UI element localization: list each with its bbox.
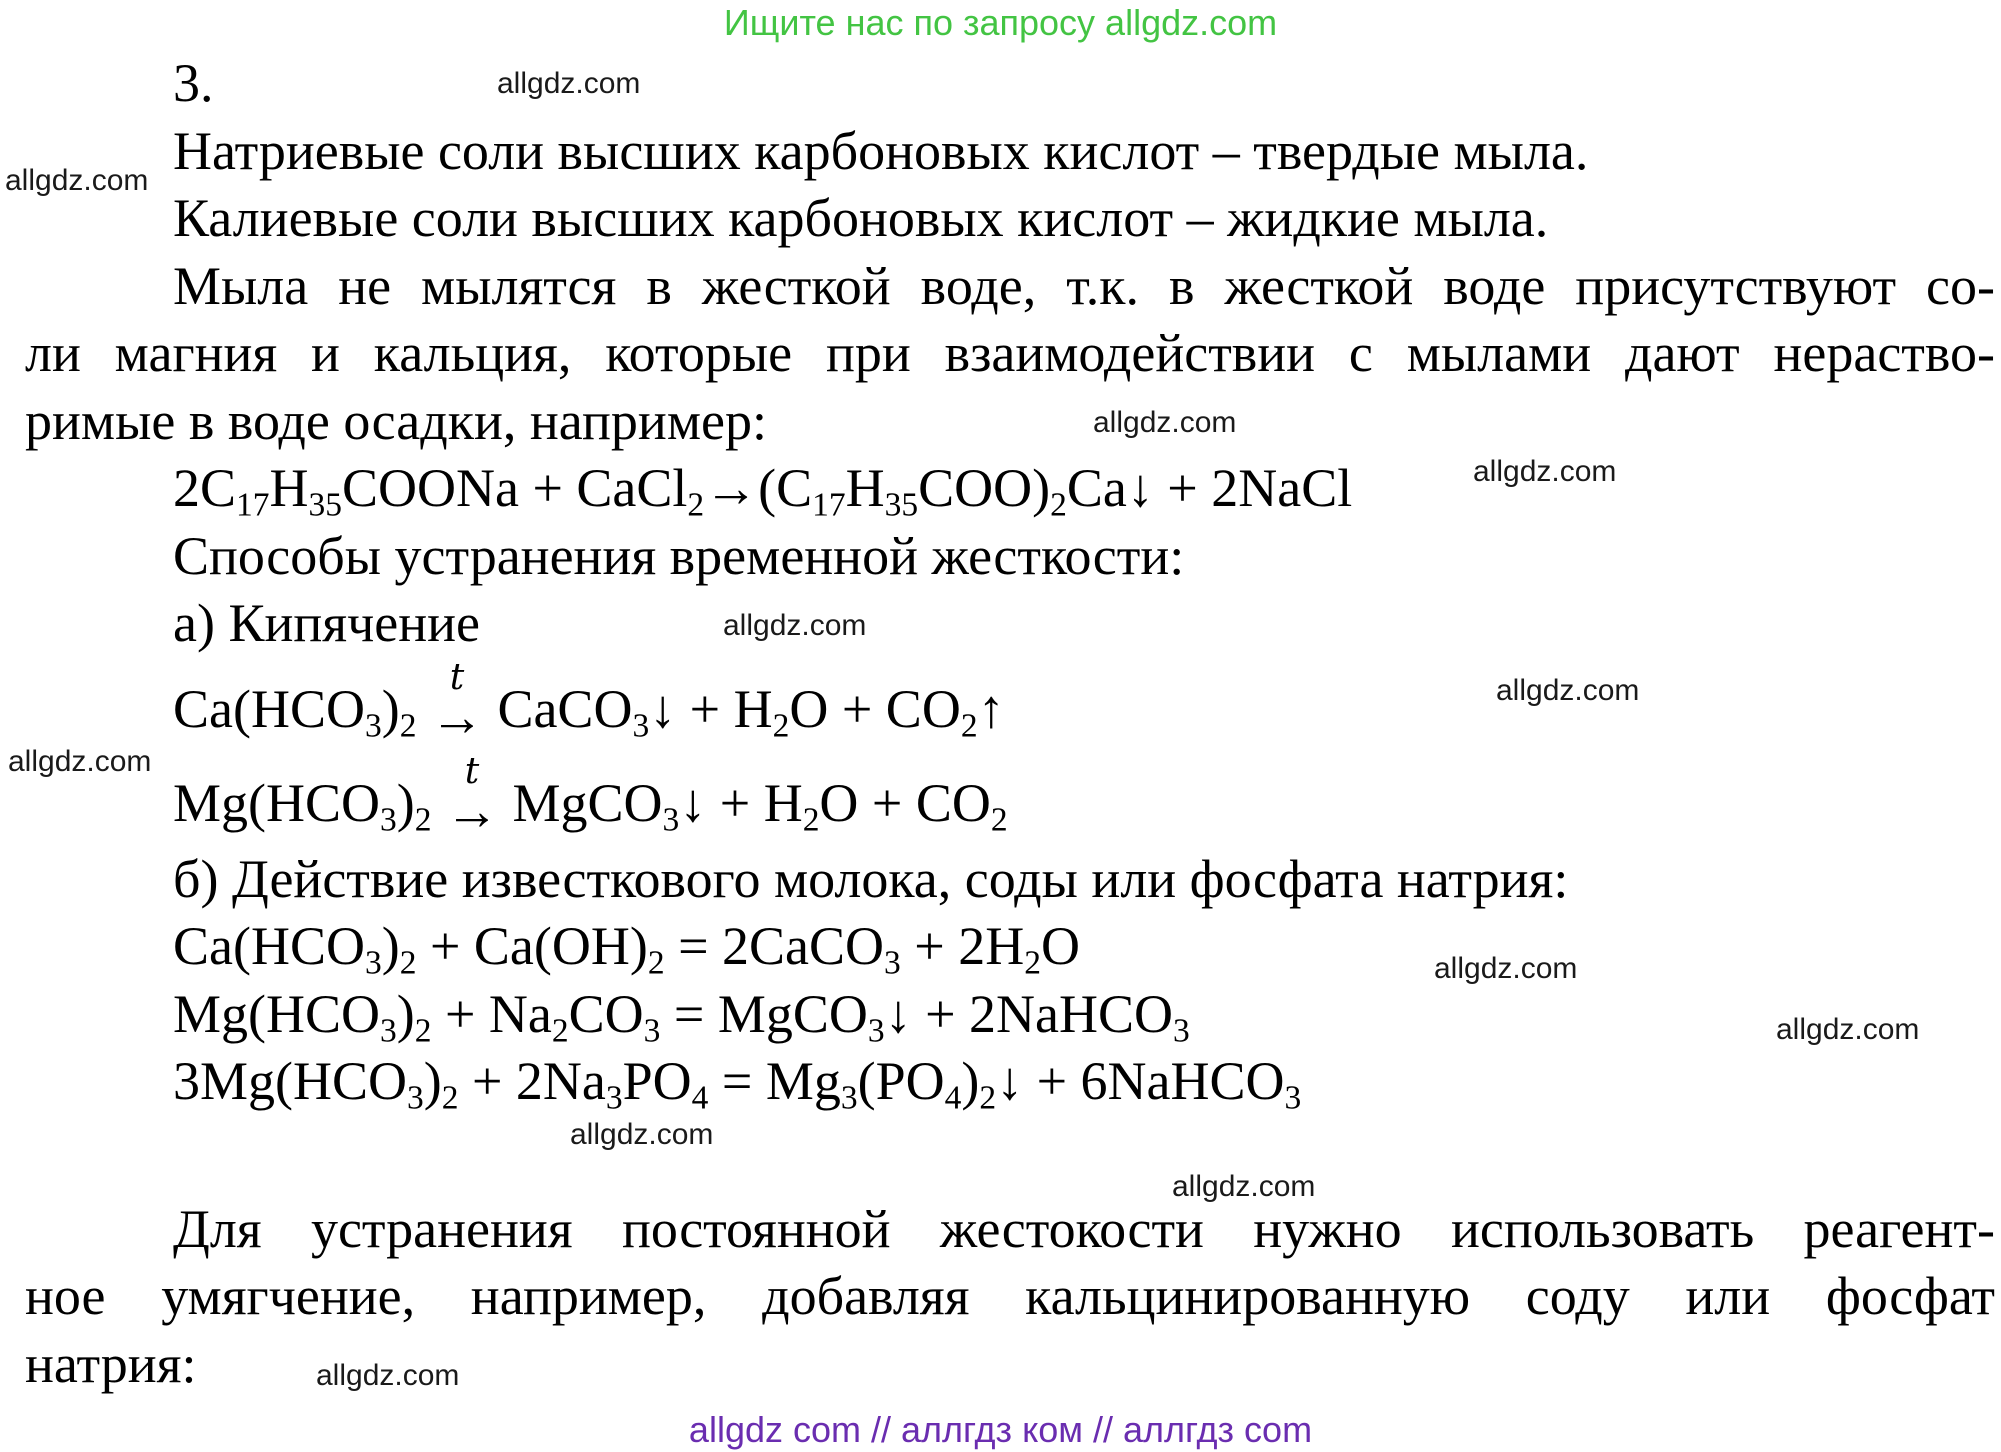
watermark: allgdz.com [8,745,152,778]
watermark: allgdz.com [5,164,149,197]
method-b-label: б) Действие известкового молока, соды или фосфата натрия: [173,848,1569,909]
heat-arrow: t → [444,750,499,841]
watermark: allgdz.com [1776,1013,1920,1046]
text-permanent-2: ное умягчение, например, добавляя кальцинированную соду или фосфат [25,1266,1995,1326]
equation-boil-ca: $Ca(HCO_3)_2$ t → CaCO$_3$↓ + $H_2O$ + $CO_2↑$ [173,656,1005,747]
equation-soda: $Mg(HCO_3)_2 + Na_2CO_3$ = MgCO$_3$↓ + 2NaHCO$_3$ [173,983,1190,1049]
watermark: allgdz.com [1496,674,1640,707]
method-a-label: а) Кипячение [173,593,480,653]
text-permanent-1: Для устранения постоянной жестокости нужно использовать реагент- [173,1198,1995,1259]
task-number: 3. [173,53,214,113]
equation-phosphate: $3Mg(HCO_3)_2 + 2Na_3PO_4$ = $Mg_3(PO_4)_2↓$ + 6NaHCO$_3$ [173,1051,1302,1117]
arrow-label-t: t [464,750,480,792]
header-banner[interactable]: Ищите нас по запросу allgdz.com [723,2,1278,43]
watermark: allgdz.com [1093,406,1237,439]
text-sodium-soaps: Натриевые соли высших карбоновых кислот – твердые мыла. [173,120,1589,181]
watermark: allgdz.com [570,1118,714,1151]
equation-boil-mg: $Mg(HCO_3)_2$ t → MgCO$_3$↓ + $H_2O + CO_2$ [173,750,1008,841]
text-potassium-soaps: Калиевые соли высших карбоновых кислот – жидкие мыла. [173,188,1549,248]
watermark: allgdz.com [497,67,641,100]
arrow-label-t: t [449,656,465,698]
text-permanent-3: натрия: [25,1333,197,1394]
text-hard-water-1: Мыла не мылятся в жесткой воде, т.к. в жесткой воде присутствуют со- [173,255,1995,316]
temp-methods-title: Способы устранения временной жесткости: [173,525,1185,586]
watermark: allgdz.com [723,609,867,642]
equation-soap-precipitation: $2C_{17}H_{35}COONa$ + $CaCl_2\to(C_{17}H_{35}COO)_2Ca↓$ + 2NaCl [173,458,1353,524]
watermark: allgdz.com [1473,455,1617,488]
watermark: allgdz.com [1434,952,1578,985]
watermark: allgdz.com [1172,1170,1316,1203]
spacer [25,1116,1995,1196]
equation-lime: $Ca(HCO_3)_2 + Ca(OH)_2$ = 2CaCO$_3$ + $2H_2O$ [173,916,1080,982]
footer-banner[interactable]: allgdz com // аллгдз ком // аллгдз com [688,1409,1313,1450]
document-body [25,50,1995,1398]
watermark: allgdz.com [316,1359,460,1392]
text-hard-water-2: ли магния и кальция, которые при взаимодействии с мылами дают нераство- [25,323,1995,383]
text-hard-water-3: римые в воде осадки, например: [25,390,767,451]
heat-arrow: t → [429,656,484,747]
